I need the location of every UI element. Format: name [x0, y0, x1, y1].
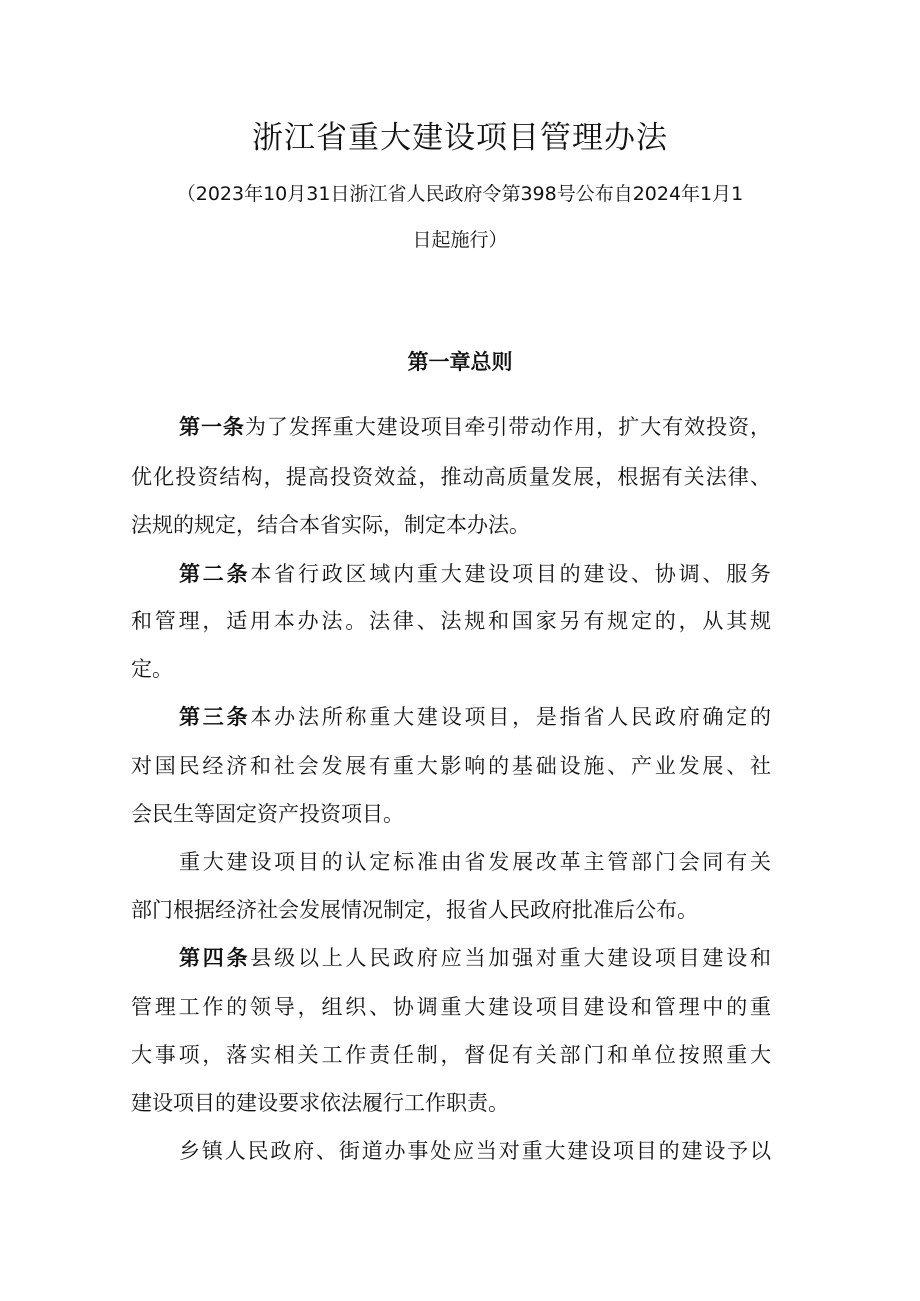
- paragraph-line: 大事项，落实相关工作责任制，督促有关部门和单位按照重大: [131, 1043, 771, 1067]
- paragraph-line: 法规的规定，结合本省实际，制定本办法。: [131, 513, 530, 537]
- document-title: 浙江省重大建设项目管理办法: [252, 120, 668, 156]
- paragraph-line: 优化投资结构，提高投资效益，推动高质量发展，根据有关法律、: [131, 465, 771, 489]
- paragraph-line: 定。: [131, 657, 173, 681]
- paragraph-line: [179, 557, 771, 591]
- paragraph-line: 对国民经济和社会发展有重大影响的基础设施、产业发展、社: [131, 754, 771, 778]
- paragraph-line: [179, 700, 771, 734]
- paragraph-line: 会民生等固定资产投资项目。: [131, 802, 404, 826]
- paragraph-text: 本省行政区域内重大建设项目的建设、协调、服务: [250, 562, 771, 586]
- article-label: 第一条: [179, 415, 245, 439]
- paragraph-text: 县级以上人民政府应当加强对重大建设项目建设和: [250, 946, 771, 970]
- article-label: 第三条: [179, 705, 251, 729]
- paragraph-line: [179, 941, 771, 975]
- chapter-heading: 第一章总则: [407, 350, 513, 374]
- paragraph-line: 乡镇人民政府、街道办事处应当对重大建设项目的建设予以: [179, 1139, 771, 1163]
- subtitle-line-1: （2023年10月31日浙江省人民政府令第398号公布自2024年1月1: [176, 183, 744, 205]
- paragraph-line: 建设项目的建设要求依法履行工作职责。: [131, 1091, 509, 1115]
- subtitle-line-2: 日起施行）: [412, 229, 508, 251]
- article-label: 第四条: [179, 946, 251, 970]
- paragraph-line: [179, 410, 771, 444]
- paragraph-text: 为了发挥重大建设项目牵引带动作用，扩大有效投资，: [244, 415, 772, 439]
- paragraph-text: 本办法所称重大建设项目，是指省人民政府确定的: [250, 705, 771, 729]
- paragraph-line: 部门根据经济社会发展情况制定，报省人民政府批准后公布。: [131, 898, 698, 922]
- article-label: 第二条: [179, 562, 251, 586]
- paragraph-line: 重大建设项目的认定标准由省发展改革主管部门会同有关: [179, 850, 771, 874]
- paragraph-line: 和管理，适用本办法。法律、法规和国家另有规定的，从其规: [131, 609, 771, 633]
- paragraph-line: 管理工作的领导，组织、协调重大建设项目建设和管理中的重: [131, 995, 771, 1019]
